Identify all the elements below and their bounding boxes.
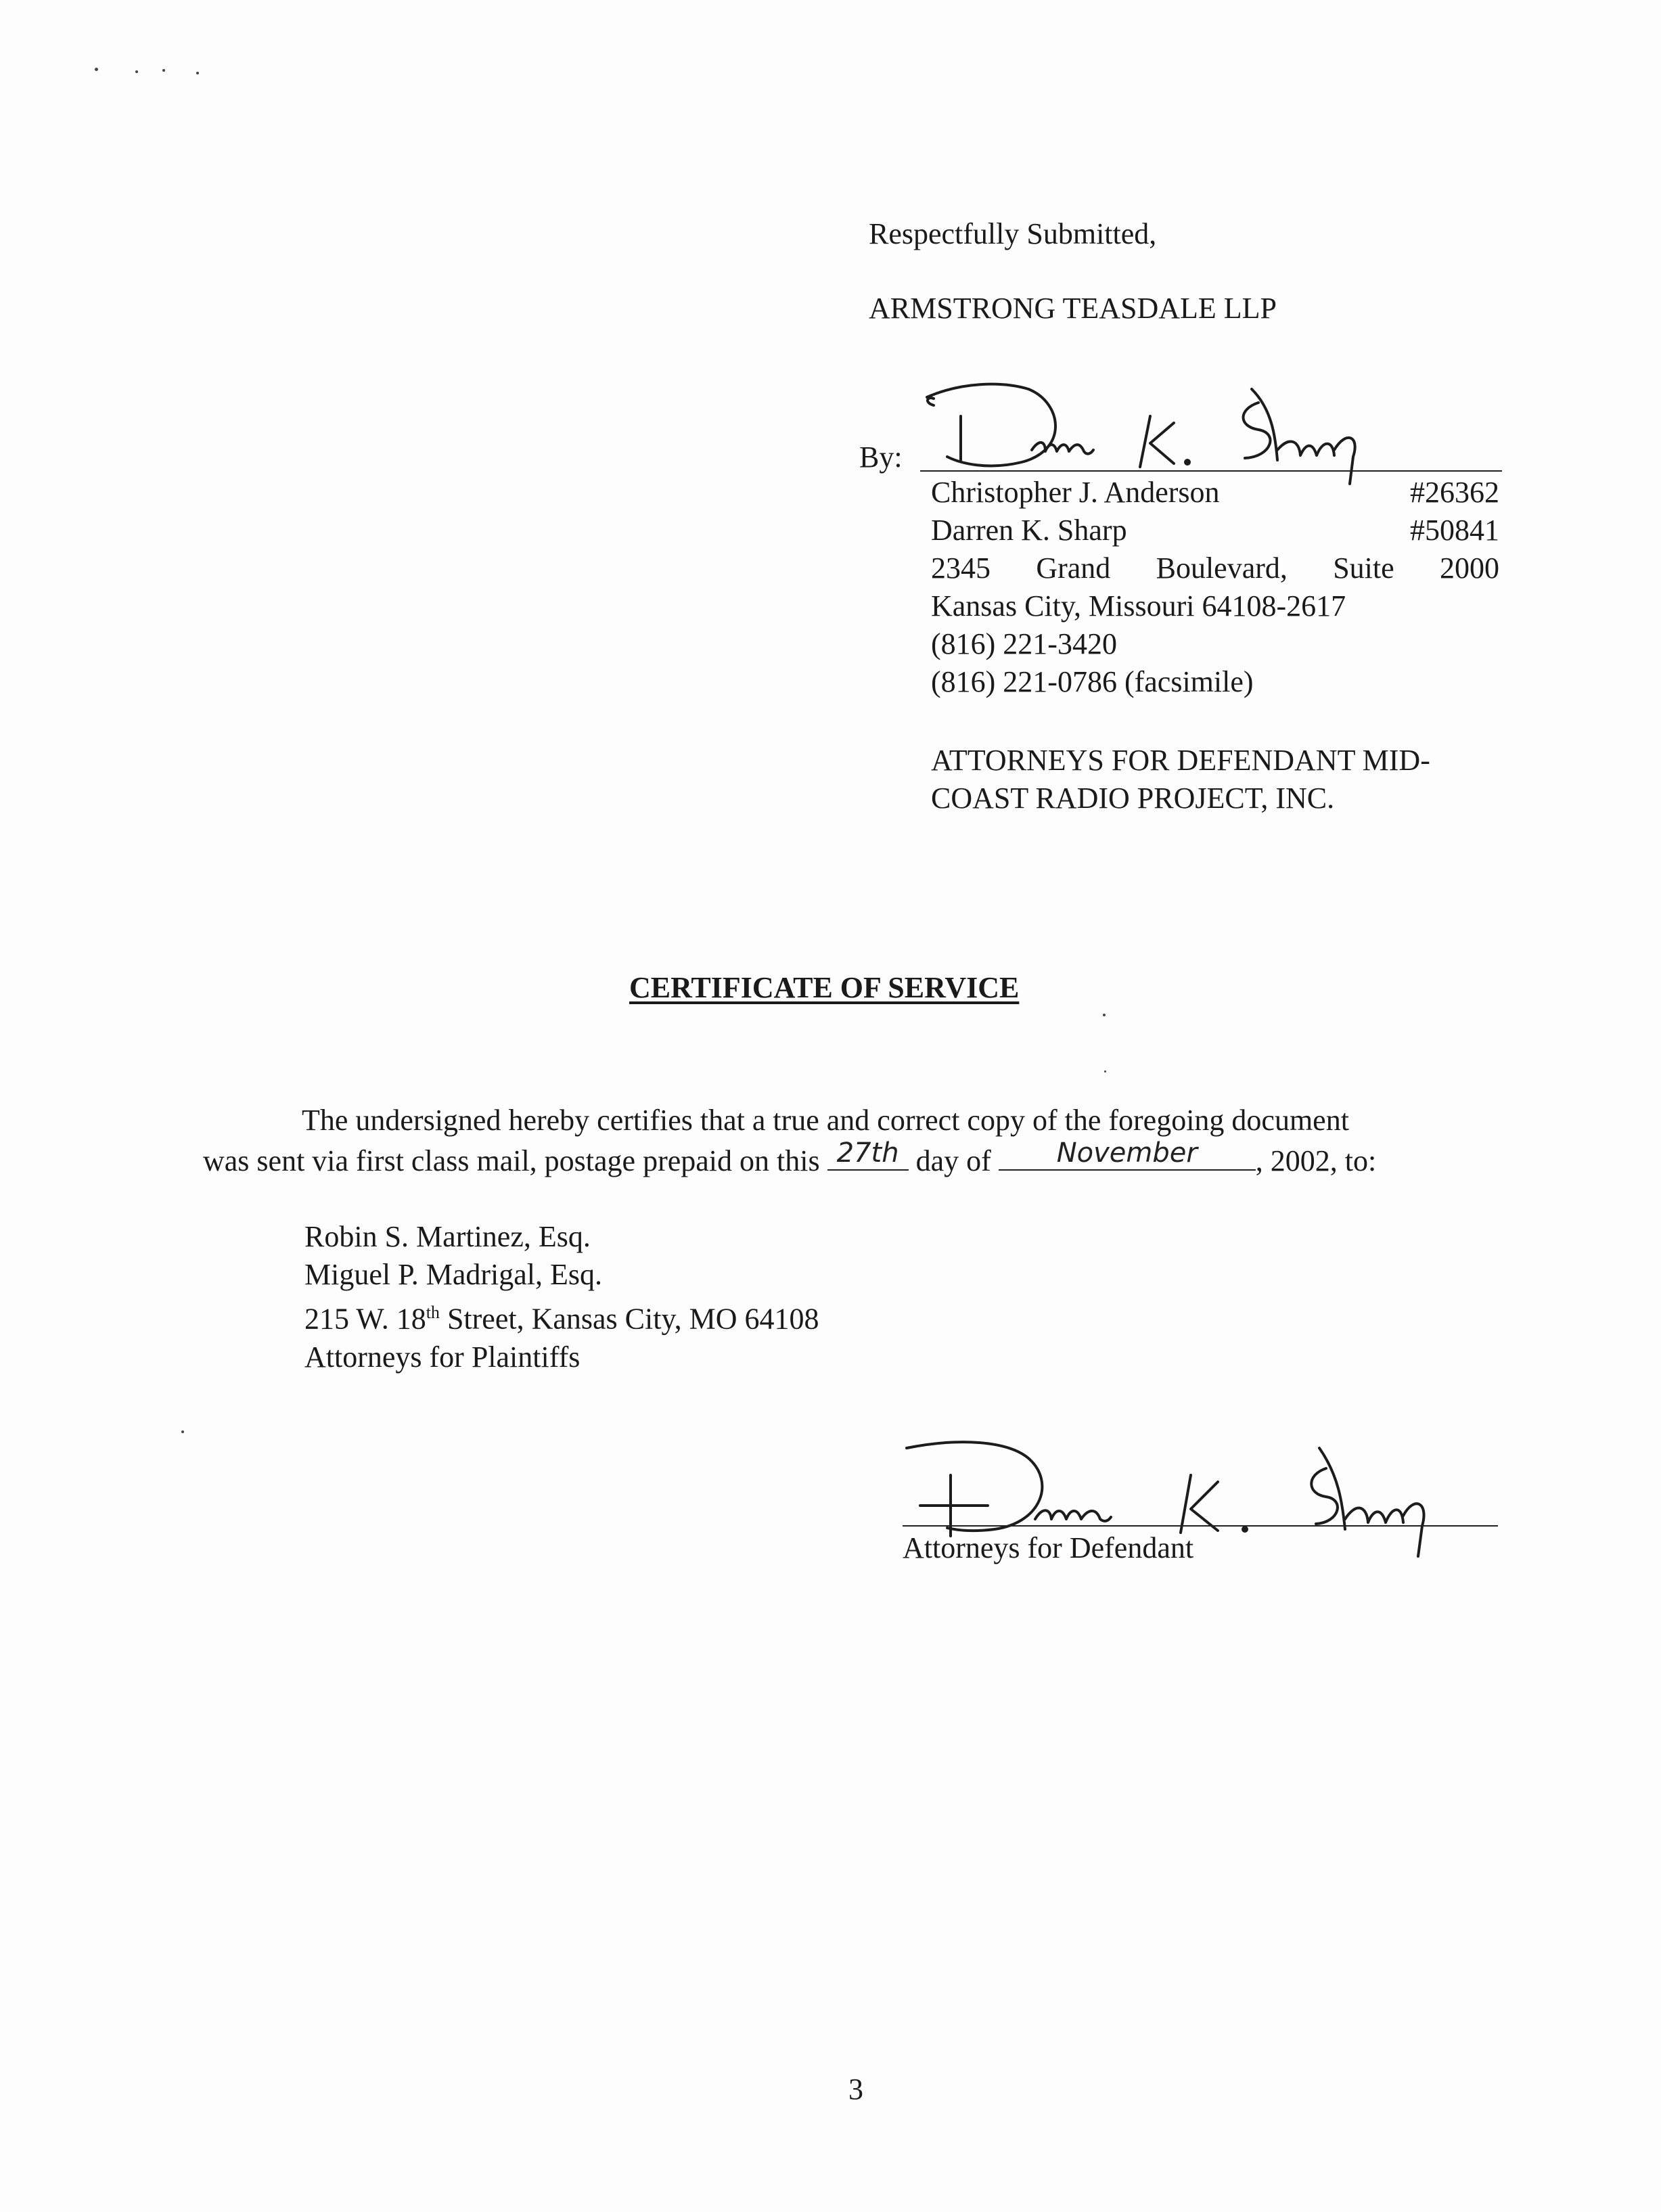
signature-line-top	[920, 470, 1502, 472]
street-address	[931, 549, 1499, 587]
scan-speck	[196, 72, 199, 74]
address-word: Grand	[1036, 551, 1111, 585]
by-label: By:	[859, 441, 903, 474]
address-word: Suite	[1333, 551, 1394, 585]
address-superscript: th	[426, 1303, 440, 1322]
day-blank	[827, 1139, 909, 1171]
attorney-bar-number: #50841	[1410, 514, 1499, 547]
closing-respectfully: Respectfully Submitted,	[869, 217, 1157, 250]
role-line-2: COAST RADIO PROJECT, INC.	[931, 782, 1335, 815]
address-part: 215 W. 18	[304, 1302, 426, 1336]
city-line: Kansas City, Missouri 64108-2617	[931, 589, 1346, 623]
scan-speck	[1104, 1070, 1106, 1073]
address-word: Boulevard,	[1156, 551, 1288, 585]
scan-speck	[181, 1430, 184, 1433]
scan-speck	[1103, 1014, 1106, 1016]
recipient-name: Miguel P. Madrigal, Esq.	[304, 1258, 602, 1291]
address-word: 2345	[931, 551, 991, 585]
role-line-1: ATTORNEYS FOR DEFENDANT MID-	[931, 744, 1430, 777]
phone-line: (816) 221-3420	[931, 627, 1117, 660]
recipients-block	[304, 1218, 819, 1376]
day-handwritten: 27th	[836, 1137, 899, 1169]
month-blank	[999, 1139, 1256, 1171]
fax-line: (816) 221-0786 (facsimile)	[931, 665, 1254, 698]
scan-speck	[135, 70, 138, 73]
attorney-row	[931, 474, 1499, 512]
attorney-bar-number: #26362	[1410, 476, 1499, 509]
scan-speck	[162, 69, 165, 72]
attorney-role-block	[931, 742, 1430, 817]
address-part: Street, Kansas City, MO 64108	[439, 1302, 819, 1336]
page-number: 3	[848, 2073, 863, 2106]
certificate-text-line-2	[203, 1139, 1376, 1180]
attorney-block	[931, 474, 1499, 701]
signature-darren-sharp-top	[907, 376, 1380, 484]
signature-line-bottom	[903, 1525, 1498, 1527]
month-handwritten: November	[1056, 1137, 1198, 1169]
recipient-name: Robin S. Martinez, Esq.	[304, 1220, 591, 1253]
firm-name: ARMSTRONG TEASDALE LLP	[869, 292, 1277, 325]
attorney-row	[931, 512, 1499, 549]
scan-speck	[95, 68, 98, 71]
signature-caption: Attorneys for Defendant	[903, 1531, 1194, 1564]
certificate-heading: CERTIFICATE OF SERVICE	[629, 971, 1020, 1004]
recipient-role: Attorneys for Plaintiffs	[304, 1340, 581, 1374]
attorney-name: Darren K. Sharp	[931, 514, 1127, 547]
recipient-address	[304, 1294, 819, 1338]
certificate-text-line-1: The undersigned hereby certifies that a true and correct copy of the foregoing document	[302, 1104, 1349, 1137]
certificate-text-post: , 2002, to:	[1255, 1144, 1377, 1177]
certificate-text-mid: day of	[908, 1144, 999, 1177]
address-word: 2000	[1439, 551, 1499, 585]
attorney-name: Christopher J. Anderson	[931, 476, 1220, 509]
certificate-text-pre: was sent via first class mail, postage prepaid on this	[203, 1144, 827, 1177]
